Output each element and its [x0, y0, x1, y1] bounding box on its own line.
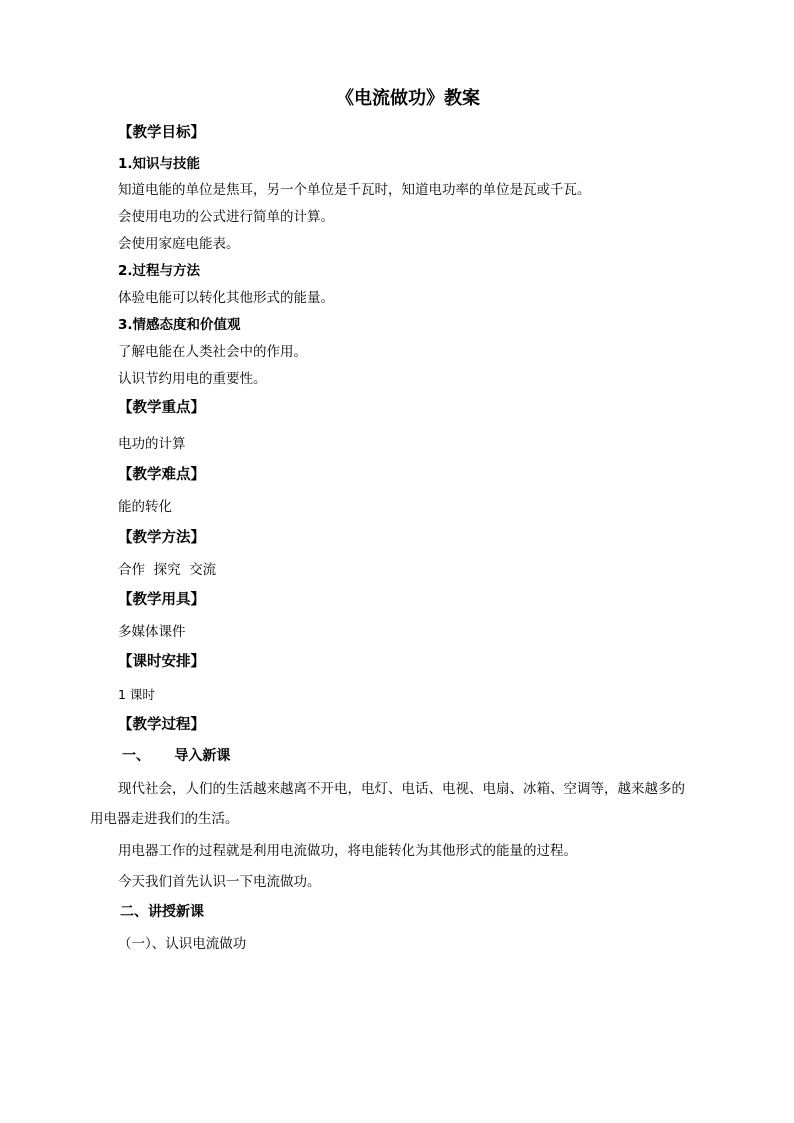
paragraph-line: 了解电能在人类社会中的作用。: [118, 344, 307, 360]
paragraph-line: 用电器工作的过程就是利用电流做功，将电能转化为其他形式的能量的过程。: [118, 843, 577, 859]
paragraph-line: 会使用家庭电能表。: [118, 236, 240, 252]
paragraph-line: 1 课时: [118, 687, 155, 702]
section-heading-objectives: 【教学目标】: [118, 125, 205, 141]
section-heading-difficulties: 【教学难点】: [118, 467, 205, 483]
paragraph-line: 今天我们首先认识一下电流做功。: [118, 874, 321, 890]
section-heading-methods: 【教学方法】: [118, 530, 205, 546]
paragraph-line: 用电器走进我们的生活。: [90, 811, 239, 827]
subheading-process-method: 2.过程与方法: [118, 263, 201, 279]
section-heading-tools: 【教学用具】: [118, 592, 205, 608]
paragraph-line: 知道电能的单位是焦耳，另一个单位是千瓦时，知道电功率的单位是瓦或千瓦。: [118, 182, 591, 198]
paragraph-line: （一）、认识电流做功: [118, 936, 247, 952]
section-heading-process: 【教学过程】: [118, 717, 205, 733]
paragraph-line: 现代社会，人们的生活越来越离不开电，电灯、电话、电视、电扇、冰箱、空调等，越来越多的: [118, 781, 685, 797]
subheading-attitude-values: 3.情感态度和价值观: [118, 317, 241, 333]
paragraph-line: 能的转化: [118, 499, 172, 515]
document-title: 《电流做功》教案: [336, 88, 480, 109]
paragraph-line: 多媒体课件: [118, 624, 186, 640]
subheading-knowledge-skills: 1.知识与技能: [118, 156, 201, 172]
paragraph-line: 会使用电功的公式进行简单的计算。: [118, 209, 334, 225]
section-heading-schedule: 【课时安排】: [118, 654, 205, 670]
paragraph-line: 认识节约用电的重要性。: [118, 371, 267, 387]
subheading-new-lesson: 二、讲授新课: [120, 904, 204, 920]
paragraph-line: 体验电能可以转化其他形式的能量。: [118, 290, 334, 306]
paragraph-line: 合作 探究 交流: [118, 562, 217, 578]
section-heading-key-points: 【教学重点】: [118, 400, 205, 416]
subheading-introduction: 一、 导入新课: [122, 748, 231, 764]
paragraph-line: 电功的计算: [118, 436, 186, 452]
